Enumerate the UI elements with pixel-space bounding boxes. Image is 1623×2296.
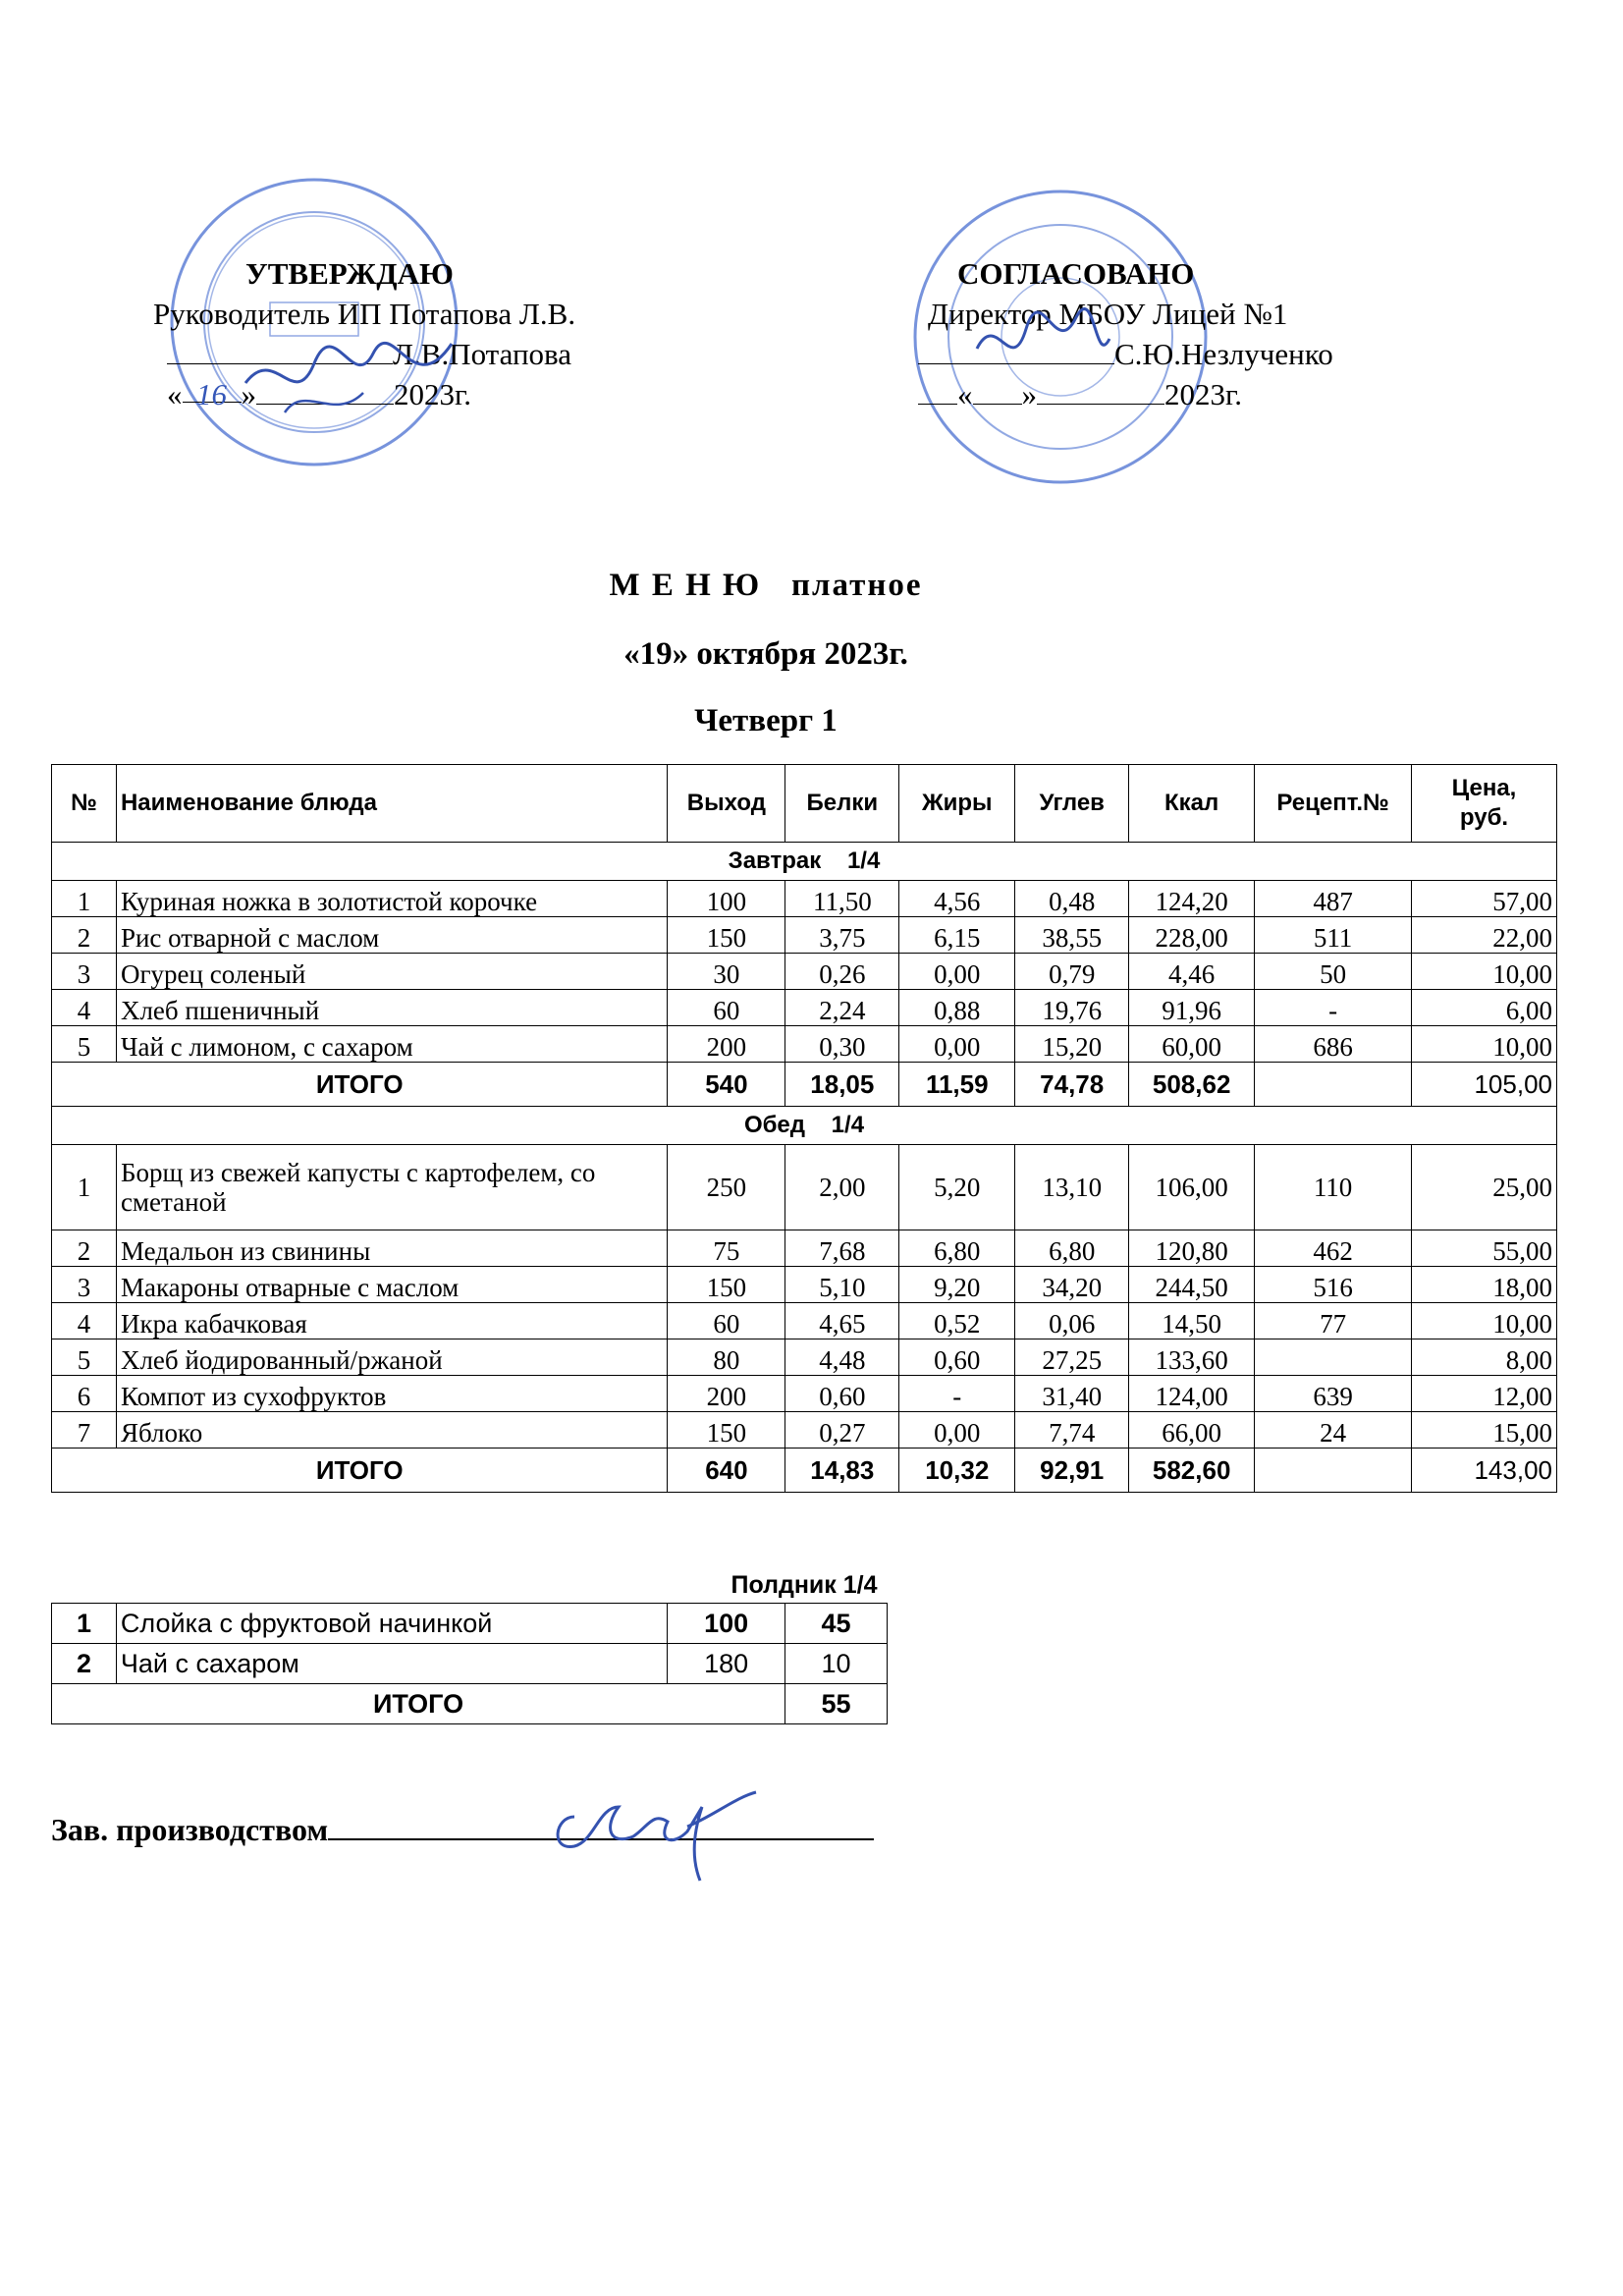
table-cell: 200: [668, 1026, 785, 1063]
table-cell: 250: [668, 1145, 785, 1230]
snack-cell: 1: [52, 1604, 117, 1644]
table-row: [52, 1026, 1557, 1063]
table-cell: 60: [668, 990, 785, 1026]
table-cell: 9,20: [899, 1267, 1015, 1303]
table-cell: 2: [52, 917, 117, 954]
table-cell: 0,06: [1015, 1303, 1129, 1339]
snack-total-label: ИТОГО: [52, 1684, 785, 1724]
table-cell: 5,20: [899, 1145, 1015, 1230]
table-row: [52, 1230, 1557, 1267]
table-cell: 462: [1255, 1230, 1412, 1267]
table-cell: -: [899, 1376, 1015, 1412]
breakfast-section-title: Завтрак 1/4: [52, 843, 1557, 881]
table-cell: [1255, 1339, 1412, 1376]
menu-title: М Е Н Ю платное: [609, 568, 923, 603]
table-cell: 66,00: [1129, 1412, 1255, 1449]
total-cell: 14,83: [785, 1449, 899, 1493]
total-label: ИТОГО: [52, 1063, 668, 1107]
table-cell: 6,00: [1412, 990, 1557, 1026]
table-cell: 6,80: [1015, 1230, 1129, 1267]
agreed-position: Директор МБОУ Лицей №1: [928, 297, 1288, 331]
table-cell: 150: [668, 1267, 785, 1303]
agreed-name: С.Ю.Незлученко: [1114, 337, 1333, 371]
table-cell: 60: [668, 1303, 785, 1339]
table-row: [52, 1339, 1557, 1376]
table-cell: Огурец соленый: [116, 954, 667, 990]
table-cell: 0,60: [785, 1376, 899, 1412]
snack-cell: 2: [52, 1644, 117, 1684]
menu-table: [51, 764, 1557, 1493]
table-cell: 0,00: [899, 1026, 1015, 1063]
snack-cell: 10: [785, 1644, 888, 1684]
table-cell: 25,00: [1412, 1145, 1557, 1230]
total-cell: 640: [668, 1449, 785, 1493]
snack-cell: 45: [785, 1604, 888, 1644]
table-cell: 5,10: [785, 1267, 899, 1303]
table-cell: 22,00: [1412, 917, 1557, 954]
table-row: [52, 1145, 1557, 1230]
table-cell: 14,50: [1129, 1303, 1255, 1339]
table-cell: 12,00: [1412, 1376, 1557, 1412]
menu-day: Четверг 1: [694, 703, 838, 738]
table-cell: 13,10: [1015, 1145, 1129, 1230]
table-cell: 6: [52, 1376, 117, 1412]
total-cell: 92,91: [1015, 1449, 1129, 1493]
table-cell: 0,60: [899, 1339, 1015, 1376]
table-cell: 7,68: [785, 1230, 899, 1267]
table-cell: 0,27: [785, 1412, 899, 1449]
total-label: ИТОГО: [52, 1449, 668, 1493]
total-cell: 18,05: [785, 1063, 899, 1107]
approver-name: Л.В.Потапова: [393, 337, 572, 371]
table-cell: 4,56: [899, 881, 1015, 917]
table-cell: 27,25: [1015, 1339, 1129, 1376]
lunch-section-title: Обед 1/4: [52, 1107, 1557, 1145]
snack-row: [52, 1644, 888, 1684]
approve-date-left: « 16 » 2023г.: [167, 374, 677, 414]
table-cell: Макароны отварные с маслом: [116, 1267, 667, 1303]
table-row: [52, 954, 1557, 990]
table-cell: 60,00: [1129, 1026, 1255, 1063]
table-cell: 0,26: [785, 954, 899, 990]
table-cell: Борщ из свежей капусты с картофелем, со сметаной: [116, 1145, 667, 1230]
table-cell: 3: [52, 954, 117, 990]
table-cell: 133,60: [1129, 1339, 1255, 1376]
table-cell: 0,88: [899, 990, 1015, 1026]
table-cell: 4: [52, 1303, 117, 1339]
col-recipe: Рецепт.№: [1255, 765, 1412, 843]
table-cell: 0,30: [785, 1026, 899, 1063]
table-row: [52, 1412, 1557, 1449]
col-carbs: Углев: [1015, 765, 1129, 843]
table-cell: Яблоко: [116, 1412, 667, 1449]
table-cell: 55,00: [1412, 1230, 1557, 1267]
table-cell: 106,00: [1129, 1145, 1255, 1230]
col-number: №: [52, 765, 117, 843]
table-cell: 50: [1255, 954, 1412, 990]
total-cell: [1255, 1063, 1412, 1107]
table-cell: Медальон из свинины: [116, 1230, 667, 1267]
table-row: [52, 1376, 1557, 1412]
signature-right: [967, 300, 1114, 388]
table-row: [52, 881, 1557, 917]
table-cell: 8,00: [1412, 1339, 1557, 1376]
table-cell: 6,15: [899, 917, 1015, 954]
table-cell: 124,00: [1129, 1376, 1255, 1412]
col-kcal: Ккал: [1129, 765, 1255, 843]
table-cell: 24: [1255, 1412, 1412, 1449]
table-cell: 10,00: [1412, 954, 1557, 990]
table-cell: 15,20: [1015, 1026, 1129, 1063]
breakfast-section-row: [52, 843, 1557, 881]
total-cell: [1255, 1449, 1412, 1493]
table-header-row: [52, 765, 1557, 843]
table-cell: 150: [668, 1412, 785, 1449]
table-row: [52, 917, 1557, 954]
table-cell: Хлеб йодированный/ржаной: [116, 1339, 667, 1376]
approver-position: Руководитель ИП Потапова Л.В.: [153, 297, 576, 331]
table-cell: 91,96: [1129, 990, 1255, 1026]
snack-title: Полдник 1/4: [730, 1571, 878, 1599]
table-cell: 0,52: [899, 1303, 1015, 1339]
table-cell: 3,75: [785, 917, 899, 954]
approve-day: 16: [183, 374, 242, 403]
table-cell: 516: [1255, 1267, 1412, 1303]
table-cell: -: [1255, 990, 1412, 1026]
table-cell: 5: [52, 1026, 117, 1063]
table-cell: 150: [668, 917, 785, 954]
col-fat: Жиры: [899, 765, 1015, 843]
table-cell: 30: [668, 954, 785, 990]
breakfast-total-row: [52, 1063, 1557, 1107]
col-yield: Выход: [668, 765, 785, 843]
lunch-section-row: [52, 1107, 1557, 1145]
table-row: [52, 1303, 1557, 1339]
approve-year: 2023г.: [394, 377, 471, 411]
table-cell: 244,50: [1129, 1267, 1255, 1303]
table-cell: Куриная ножка в золотистой корочке: [116, 881, 667, 917]
table-cell: 4: [52, 990, 117, 1026]
table-cell: 0,48: [1015, 881, 1129, 917]
table-cell: 80: [668, 1339, 785, 1376]
table-cell: 77: [1255, 1303, 1412, 1339]
table-cell: 110: [1255, 1145, 1412, 1230]
agreed-year: 2023г.: [1164, 377, 1242, 411]
total-cell: 10,32: [899, 1449, 1015, 1493]
table-cell: 228,00: [1129, 917, 1255, 954]
table-cell: 38,55: [1015, 917, 1129, 954]
approve-title: УТВЕРЖДАЮ: [245, 256, 454, 291]
table-cell: 4,46: [1129, 954, 1255, 990]
table-cell: 7,74: [1015, 1412, 1129, 1449]
table-cell: 3: [52, 1267, 117, 1303]
table-cell: 1: [52, 1145, 117, 1230]
total-cell: 105,00: [1412, 1063, 1557, 1107]
table-cell: 31,40: [1015, 1376, 1129, 1412]
signature-left: [236, 324, 461, 432]
snack-table: [51, 1603, 888, 1724]
snack-cell: 100: [668, 1604, 785, 1644]
table-cell: 6,80: [899, 1230, 1015, 1267]
lunch-total-row: [52, 1449, 1557, 1493]
snack-cell: 180: [668, 1644, 785, 1684]
table-cell: 7: [52, 1412, 117, 1449]
table-cell: 34,20: [1015, 1267, 1129, 1303]
col-protein: Белки: [785, 765, 899, 843]
table-cell: 2,24: [785, 990, 899, 1026]
snack-cell: Чай с сахаром: [116, 1644, 667, 1684]
table-cell: 4,65: [785, 1303, 899, 1339]
table-cell: 19,76: [1015, 990, 1129, 1026]
table-cell: 4,48: [785, 1339, 899, 1376]
snack-row: [52, 1604, 888, 1644]
table-cell: Хлеб пшеничный: [116, 990, 667, 1026]
table-cell: 5: [52, 1339, 117, 1376]
total-cell: 143,00: [1412, 1449, 1557, 1493]
table-cell: Компот из сухофруктов: [116, 1376, 667, 1412]
table-cell: 2: [52, 1230, 117, 1267]
table-cell: 511: [1255, 917, 1412, 954]
total-cell: 540: [668, 1063, 785, 1107]
table-cell: 639: [1255, 1376, 1412, 1412]
total-cell: 74,78: [1015, 1063, 1129, 1107]
table-cell: 1: [52, 881, 117, 917]
total-cell: 11,59: [899, 1063, 1015, 1107]
table-cell: 2,00: [785, 1145, 899, 1230]
table-cell: 200: [668, 1376, 785, 1412]
table-cell: 0,00: [899, 954, 1015, 990]
total-cell: 582,60: [1129, 1449, 1255, 1493]
table-cell: 0,00: [899, 1412, 1015, 1449]
table-cell: 15,00: [1412, 1412, 1557, 1449]
table-row: [52, 1267, 1557, 1303]
footer-label: Зав. производством: [51, 1812, 329, 1847]
table-cell: 100: [668, 881, 785, 917]
col-price: Цена, руб.: [1412, 765, 1557, 843]
agreed-title: СОГЛАСОВАНО: [957, 256, 1195, 291]
table-cell: 10,00: [1412, 1303, 1557, 1339]
table-cell: 120,80: [1129, 1230, 1255, 1267]
table-cell: Икра кабачковая: [116, 1303, 667, 1339]
table-cell: 57,00: [1412, 881, 1557, 917]
menu-date: «19» октября 2023г.: [623, 636, 908, 672]
table-cell: 75: [668, 1230, 785, 1267]
snack-total-row: [52, 1684, 888, 1724]
table-cell: 11,50: [785, 881, 899, 917]
table-cell: 0,79: [1015, 954, 1129, 990]
table-cell: 124,20: [1129, 881, 1255, 917]
table-cell: Чай с лимоном, с сахаром: [116, 1026, 667, 1063]
table-cell: Рис отварной с маслом: [116, 917, 667, 954]
table-row: [52, 990, 1557, 1026]
table-cell: 487: [1255, 881, 1412, 917]
agreed-date: « » 2023г.: [918, 374, 1370, 414]
table-cell: 10,00: [1412, 1026, 1557, 1063]
col-dish-name: Наименование блюда: [116, 765, 667, 843]
snack-total-value: 55: [785, 1684, 888, 1724]
table-cell: 686: [1255, 1026, 1412, 1063]
snack-cell: Слойка с фруктовой начинкой: [116, 1604, 667, 1644]
signature-footer: [545, 1777, 761, 1886]
total-cell: 508,62: [1129, 1063, 1255, 1107]
table-cell: 18,00: [1412, 1267, 1557, 1303]
